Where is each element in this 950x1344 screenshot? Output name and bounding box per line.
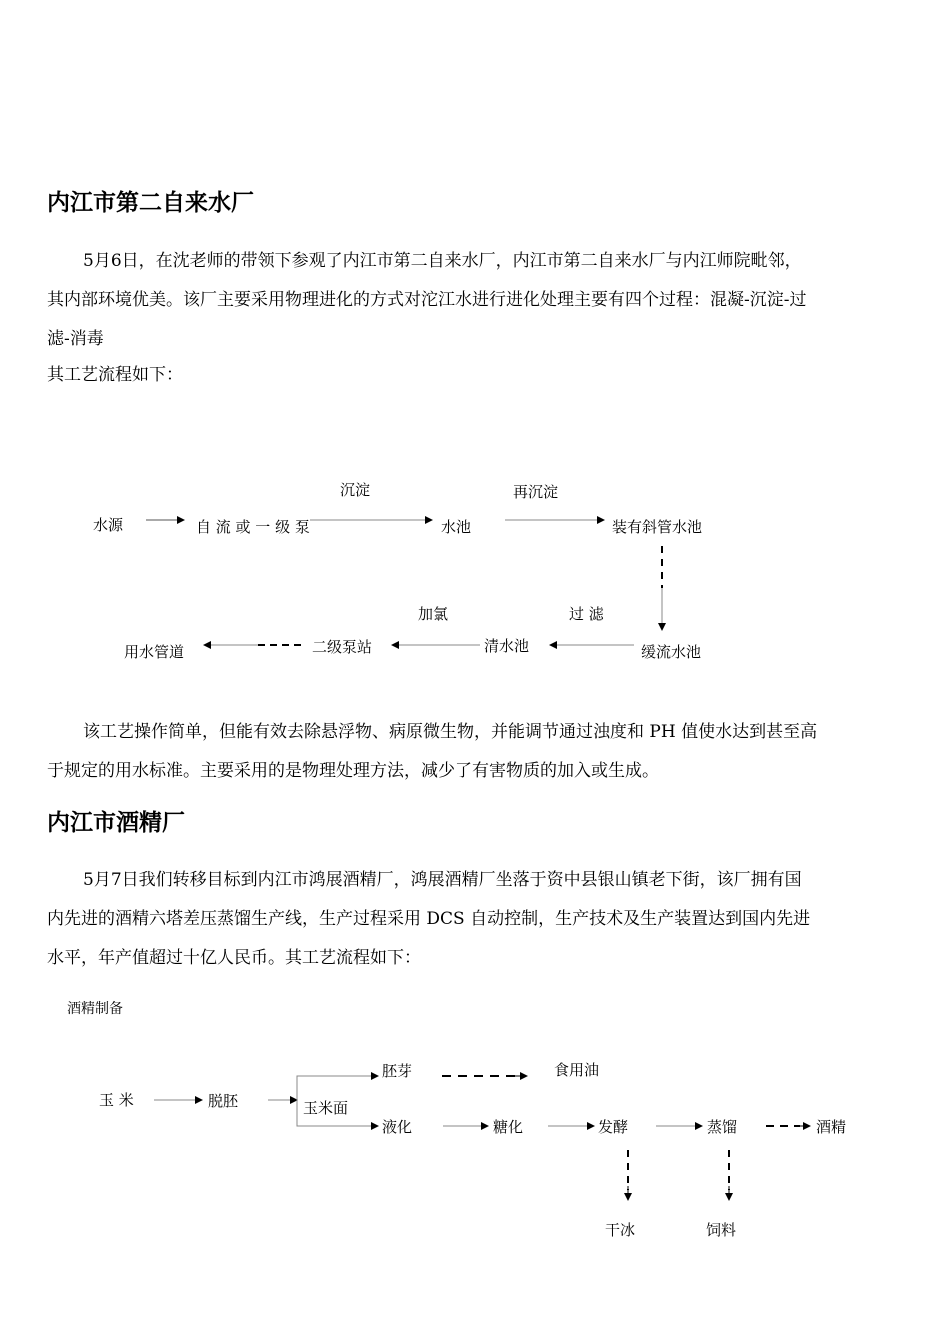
node-water-source: 水源 (93, 516, 124, 534)
node-dry-ice: 干冰 (605, 1221, 636, 1239)
node-inclined-pool: 装有斜管水池 (612, 518, 703, 536)
node-pump: 自 流 或 一 级 泵 (196, 518, 310, 536)
text-line: 5月6日，在沈老师的带领下参观了内江市第二自来水厂，内江市第二自来水厂与内江师院毗邻， (83, 251, 802, 271)
node-edible-oil: 食用油 (554, 1061, 600, 1079)
flowchart-title-alcohol: 酒精制备 (67, 1001, 123, 1017)
text-line: 滤-消毒 (47, 329, 104, 349)
section-heading-alcohol-plant: 内江市酒精厂 (47, 810, 185, 836)
node-feed: 饲料 (706, 1221, 737, 1239)
label-chlorine: 加氯 (418, 605, 449, 623)
node-liquefy: 液化 (382, 1118, 413, 1136)
text-line: 内先进的酒精六塔差压蒸馏生产线，生产过程采用 DCS 自动控制，生产技术及生产装置达到国内先进 (47, 909, 811, 929)
text-line: 5月7日我们转移目标到内江市鸿展酒精厂，鸿展酒精厂坐落于资中县银山镇老下街，该厂拥有国 (83, 870, 802, 890)
node-clear-pool: 清水池 (484, 637, 530, 655)
node-ferment: 发酵 (598, 1118, 629, 1136)
node-degerm: 脱胚 (208, 1092, 239, 1110)
text-line: 该工艺操作简单，但能有效去除悬浮物、病原微生物，并能调节通过浊度和 PH 值使水达到甚至高 (83, 722, 818, 742)
text-line: 其内部环境优美。该厂主要采用物理进化的方式对沱江水进行进化处理主要有四个过程：混凝-沉淀-过 (47, 290, 807, 310)
node-saccharify: 糖化 (493, 1118, 524, 1136)
node-alcohol: 酒精 (816, 1118, 847, 1136)
node-slow-pool: 缓流水池 (641, 643, 702, 661)
label-settle: 沉淀 (340, 481, 371, 499)
label-filter: 过 滤 (569, 605, 604, 623)
text-line: 水平，年产值超过十亿人民币。其工艺流程如下： (47, 948, 421, 968)
section-heading-water-plant: 内江市第二自来水厂 (47, 190, 254, 216)
node-distill: 蒸馏 (707, 1118, 738, 1136)
text-line: 于规定的用水标准。主要采用的是物理处理方法，减少了有害物质的加入或生成。 (47, 761, 659, 781)
node-second-pump: 二级泵站 (312, 638, 373, 656)
node-water-pipe: 用水管道 (124, 643, 185, 661)
node-corn-flour: 玉米面 (303, 1099, 349, 1117)
label-resettle: 再沉淀 (513, 483, 559, 501)
node-pool: 水池 (441, 518, 472, 536)
node-corn: 玉 米 (99, 1091, 134, 1109)
flow-intro-text: 其工艺流程如下： (47, 365, 183, 385)
node-germ: 胚芽 (382, 1062, 413, 1080)
